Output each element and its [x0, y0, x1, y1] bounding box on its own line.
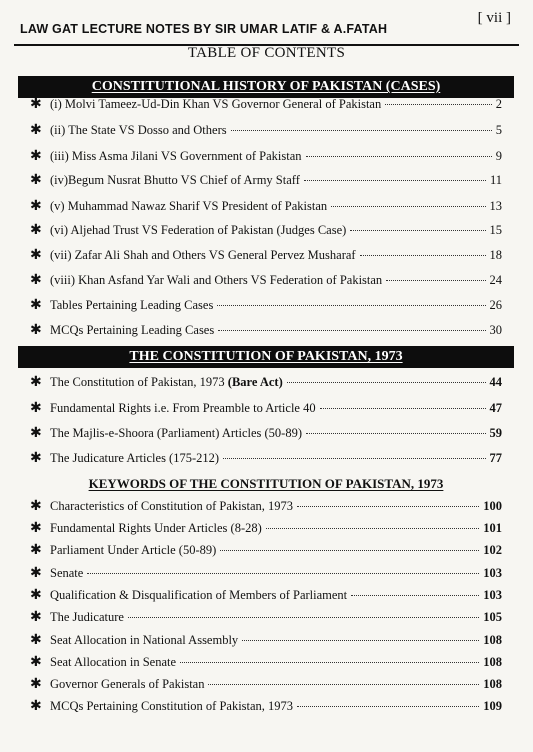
toc-entry[interactable]: ✱ Parliament Under Article (50-89) 102: [30, 542, 502, 558]
toc-entry[interactable]: ✱ The Majlis-e-Shoora (Parliament) Articles (50-89) 59: [30, 425, 502, 441]
toc-entry[interactable]: ✱ Seat Allocation in Senate 108: [30, 654, 502, 670]
dot-leader: [266, 528, 479, 529]
asterisk-bullet-icon: ✱: [30, 96, 42, 112]
running-header: [14, 10, 519, 46]
section-heading-constitution: THE CONSTITUTION OF PAKISTAN, 1973: [18, 346, 514, 368]
entry-page: 100: [483, 499, 502, 513]
entry-page: 109: [483, 699, 502, 713]
toc-entry[interactable]: ✱ (viii) Khan Asfand Yar Wali and Others VS Federation of Pakistan 24: [30, 272, 502, 288]
dot-leader: [231, 130, 492, 131]
dot-leader: [350, 230, 485, 231]
toc-entry[interactable]: ✱ (vii) Zafar Ali Shah and Others VS General Pervez Musharaf 18: [30, 247, 502, 263]
entry-page: 108: [483, 655, 502, 669]
dot-leader: [386, 280, 485, 281]
dot-leader: [385, 104, 492, 105]
toc-title: TABLE OF CONTENTS: [187, 45, 346, 61]
asterisk-bullet-icon: ✱: [30, 400, 42, 416]
toc-entry[interactable]: ✱ (iii) Miss Asma Jilani VS Government of Pakistan 9: [30, 148, 502, 164]
asterisk-bullet-icon: ✱: [30, 148, 42, 164]
entry-page: 47: [489, 401, 502, 415]
toc-entry[interactable]: ✱ Fundamental Rights Under Articles (8-28) 101: [30, 520, 502, 536]
dot-leader: [128, 617, 479, 618]
asterisk-bullet-icon: ✱: [30, 542, 42, 558]
toc-entry[interactable]: ✱ The Constitution of Pakistan, 1973 (Bare Act) 44: [30, 374, 502, 390]
dot-leader: [351, 595, 479, 596]
asterisk-bullet-icon: ✱: [30, 609, 42, 625]
entry-page: 9: [495, 149, 502, 163]
dot-leader: [208, 684, 479, 685]
dot-leader: [180, 662, 479, 663]
asterisk-bullet-icon: ✱: [30, 498, 42, 514]
asterisk-bullet-icon: ✱: [30, 122, 42, 138]
toc-entry[interactable]: ✱ Senate 103: [30, 565, 502, 581]
entry-page: 102: [483, 543, 502, 557]
header-title: LAW GAT LECTURE NOTES BY SIR UMAR LATIF & A.FATAH: [20, 22, 388, 36]
toc-entry[interactable]: ✱ (i) Molvi Tameez-Ud-Din Khan VS Governor General of Pakistan 2: [30, 96, 502, 112]
dot-leader: [304, 180, 486, 181]
toc-entry[interactable]: ✱ (iv)Begum Nusrat Bhutto VS Chief of Army Staff 11: [30, 172, 502, 188]
asterisk-bullet-icon: ✱: [30, 374, 42, 390]
entry-page: 44: [489, 375, 502, 389]
toc-entry[interactable]: ✱ MCQs Pertaining Constitution of Pakistan, 1973 109: [30, 698, 502, 714]
toc-entry[interactable]: ✱ Qualification & Disqualification of Members of Parliament 103: [30, 587, 502, 603]
asterisk-bullet-icon: ✱: [30, 425, 42, 441]
dot-leader: [217, 305, 485, 306]
dot-leader: [297, 706, 479, 707]
entry-page: 5: [495, 123, 502, 137]
entry-page: 77: [489, 451, 502, 465]
section-heading-history: CONSTITUTIONAL HISTORY OF PAKISTAN (CASES): [18, 76, 514, 98]
dot-leader: [218, 330, 485, 331]
asterisk-bullet-icon: ✱: [30, 272, 42, 288]
toc-entry[interactable]: ✱ Seat Allocation in National Assembly 108: [30, 632, 502, 648]
entry-page: 26: [489, 298, 502, 312]
dot-leader: [306, 433, 485, 434]
toc-entry[interactable]: ✱ The Judicature 105: [30, 609, 502, 625]
entry-page: 108: [483, 677, 502, 691]
entry-page: 15: [489, 223, 502, 237]
toc-entry[interactable]: ✱ The Judicature Articles (175-212) 77: [30, 450, 502, 466]
asterisk-bullet-icon: ✱: [30, 247, 42, 263]
asterisk-bullet-icon: ✱: [30, 520, 42, 536]
entry-page: 18: [489, 248, 502, 262]
toc-entry[interactable]: ✱ Characteristics of Constitution of Pakistan, 1973 100: [30, 498, 502, 514]
asterisk-bullet-icon: ✱: [30, 450, 42, 466]
asterisk-bullet-icon: ✱: [30, 222, 42, 238]
dot-leader: [287, 382, 486, 383]
asterisk-bullet-icon: ✱: [30, 654, 42, 670]
toc-entry[interactable]: ✱ Governor Generals of Pakistan 108: [30, 676, 502, 692]
entry-page: 101: [483, 521, 502, 535]
entry-page: 13: [489, 199, 502, 213]
toc-entry[interactable]: ✱ Tables Pertaining Leading Cases 26: [30, 297, 502, 313]
page-number: [ vii ]: [477, 10, 511, 26]
toc-entry[interactable]: ✱ MCQs Pertaining Leading Cases 30: [30, 322, 502, 338]
entry-page: 103: [483, 588, 502, 602]
dot-leader: [223, 458, 485, 459]
dot-leader: [331, 206, 485, 207]
asterisk-bullet-icon: ✱: [30, 676, 42, 692]
dot-leader: [242, 640, 479, 641]
asterisk-bullet-icon: ✱: [30, 172, 42, 188]
asterisk-bullet-icon: ✱: [30, 587, 42, 603]
toc-entry[interactable]: ✱ (ii) The State VS Dosso and Others 5: [30, 122, 502, 138]
toc-entry[interactable]: ✱ Fundamental Rights i.e. From Preamble to Article 40 47: [30, 400, 502, 416]
toc-entry[interactable]: ✱ (v) Muhammad Nawaz Sharif VS President of Pakistan 13: [30, 198, 502, 214]
asterisk-bullet-icon: ✱: [30, 698, 42, 714]
dot-leader: [360, 255, 486, 256]
entry-page: 59: [489, 426, 502, 440]
asterisk-bullet-icon: ✱: [30, 322, 42, 338]
entry-page: 105: [483, 610, 502, 624]
asterisk-bullet-icon: ✱: [30, 565, 42, 581]
entry-page: 108: [483, 633, 502, 647]
toc-entry[interactable]: ✱ (vi) Aljehad Trust VS Federation of Pakistan (Judges Case) 15: [30, 222, 502, 238]
entry-page: 11: [489, 173, 502, 187]
dot-leader: [220, 550, 479, 551]
entry-page: 2: [495, 97, 502, 111]
section-heading-keywords: KEYWORDS OF THE CONSTITUTION OF PAKISTAN, 1973: [88, 476, 444, 491]
dot-leader: [306, 156, 492, 157]
asterisk-bullet-icon: ✱: [30, 297, 42, 313]
dot-leader: [297, 506, 479, 507]
entry-page: 103: [483, 566, 502, 580]
entry-page: 24: [489, 273, 502, 287]
asterisk-bullet-icon: ✱: [30, 198, 42, 214]
dot-leader: [87, 573, 479, 574]
asterisk-bullet-icon: ✱: [30, 632, 42, 648]
dot-leader: [320, 408, 486, 409]
entry-page: 30: [489, 323, 502, 337]
